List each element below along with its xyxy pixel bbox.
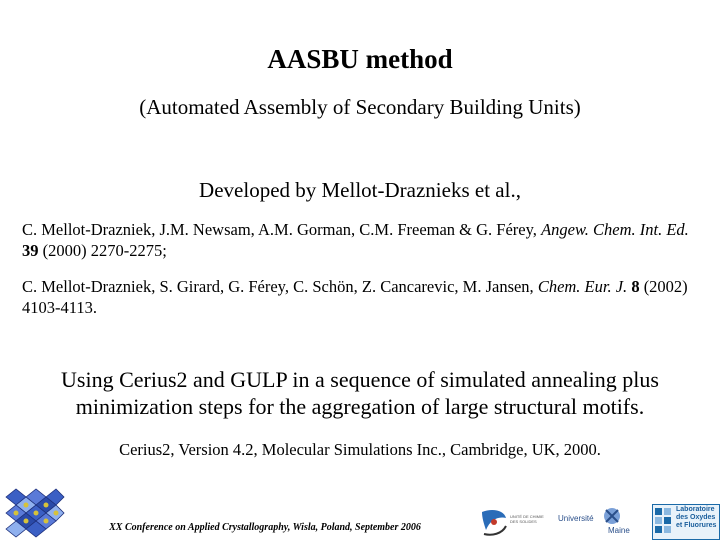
software-reference: Cerius2, Version 4.2, Molecular Simulations Inc., Cambridge, UK, 2000. xyxy=(119,440,601,459)
reference-2-journal: Chem. Eur. J. xyxy=(537,277,628,296)
method-line-2: minimization steps for the aggregation of large structural motifs. xyxy=(75,394,645,419)
reference-2-volume: 8 xyxy=(631,277,640,296)
method-line-1: Using Cerius2 and GULP in a sequence of simulated annealing plus xyxy=(61,367,659,392)
slide-subtitle: (Automated Assembly of Secondary Building Units) xyxy=(139,95,581,119)
reference-2 xyxy=(22,276,702,318)
crystal-structure-image xyxy=(0,483,66,540)
lab-logo-text: Laboratoire des Oxydes et Fluorures xyxy=(676,506,717,529)
reference-1-journal: Angew. Chem. Int. Ed. xyxy=(541,220,689,239)
footer-conference: XX Conference on Applied Crystallography, Wisla, Poland, September 2006 xyxy=(109,522,421,533)
reference-2-authors: C. Mellot-Drazniek, S. Girard, G. Férey, C. Schön, Z. Cancarevic, M. Jansen, xyxy=(22,277,538,296)
reference-1 xyxy=(22,219,702,261)
lab-oxydes-fluorures-logo xyxy=(652,504,720,540)
univ-logo-text-top: Université xyxy=(558,514,594,523)
univ-logo-text-bottom: Maine xyxy=(608,526,630,535)
method-description xyxy=(0,366,720,420)
reference-2-pages: (2002) 4103-4113. xyxy=(22,277,688,317)
reference-1-pages: (2000) 2270-2275; xyxy=(38,241,167,260)
universite-du-maine-logo xyxy=(556,506,648,540)
ccs-logo-text: UNITÉ DE CHIMIE DES SOLIDES xyxy=(510,514,544,524)
reference-1-volume: 39 xyxy=(22,241,39,260)
reference-1-authors: C. Mellot-Drazniek, J.M. Newsam, A.M. Gorman, C.M. Freeman & G. Férey, xyxy=(22,220,542,239)
developed-by: Developed by Mellot-Draznieks et al., xyxy=(199,178,521,202)
ccs-logo xyxy=(478,506,552,540)
slide-title: AASBU method xyxy=(267,44,453,74)
